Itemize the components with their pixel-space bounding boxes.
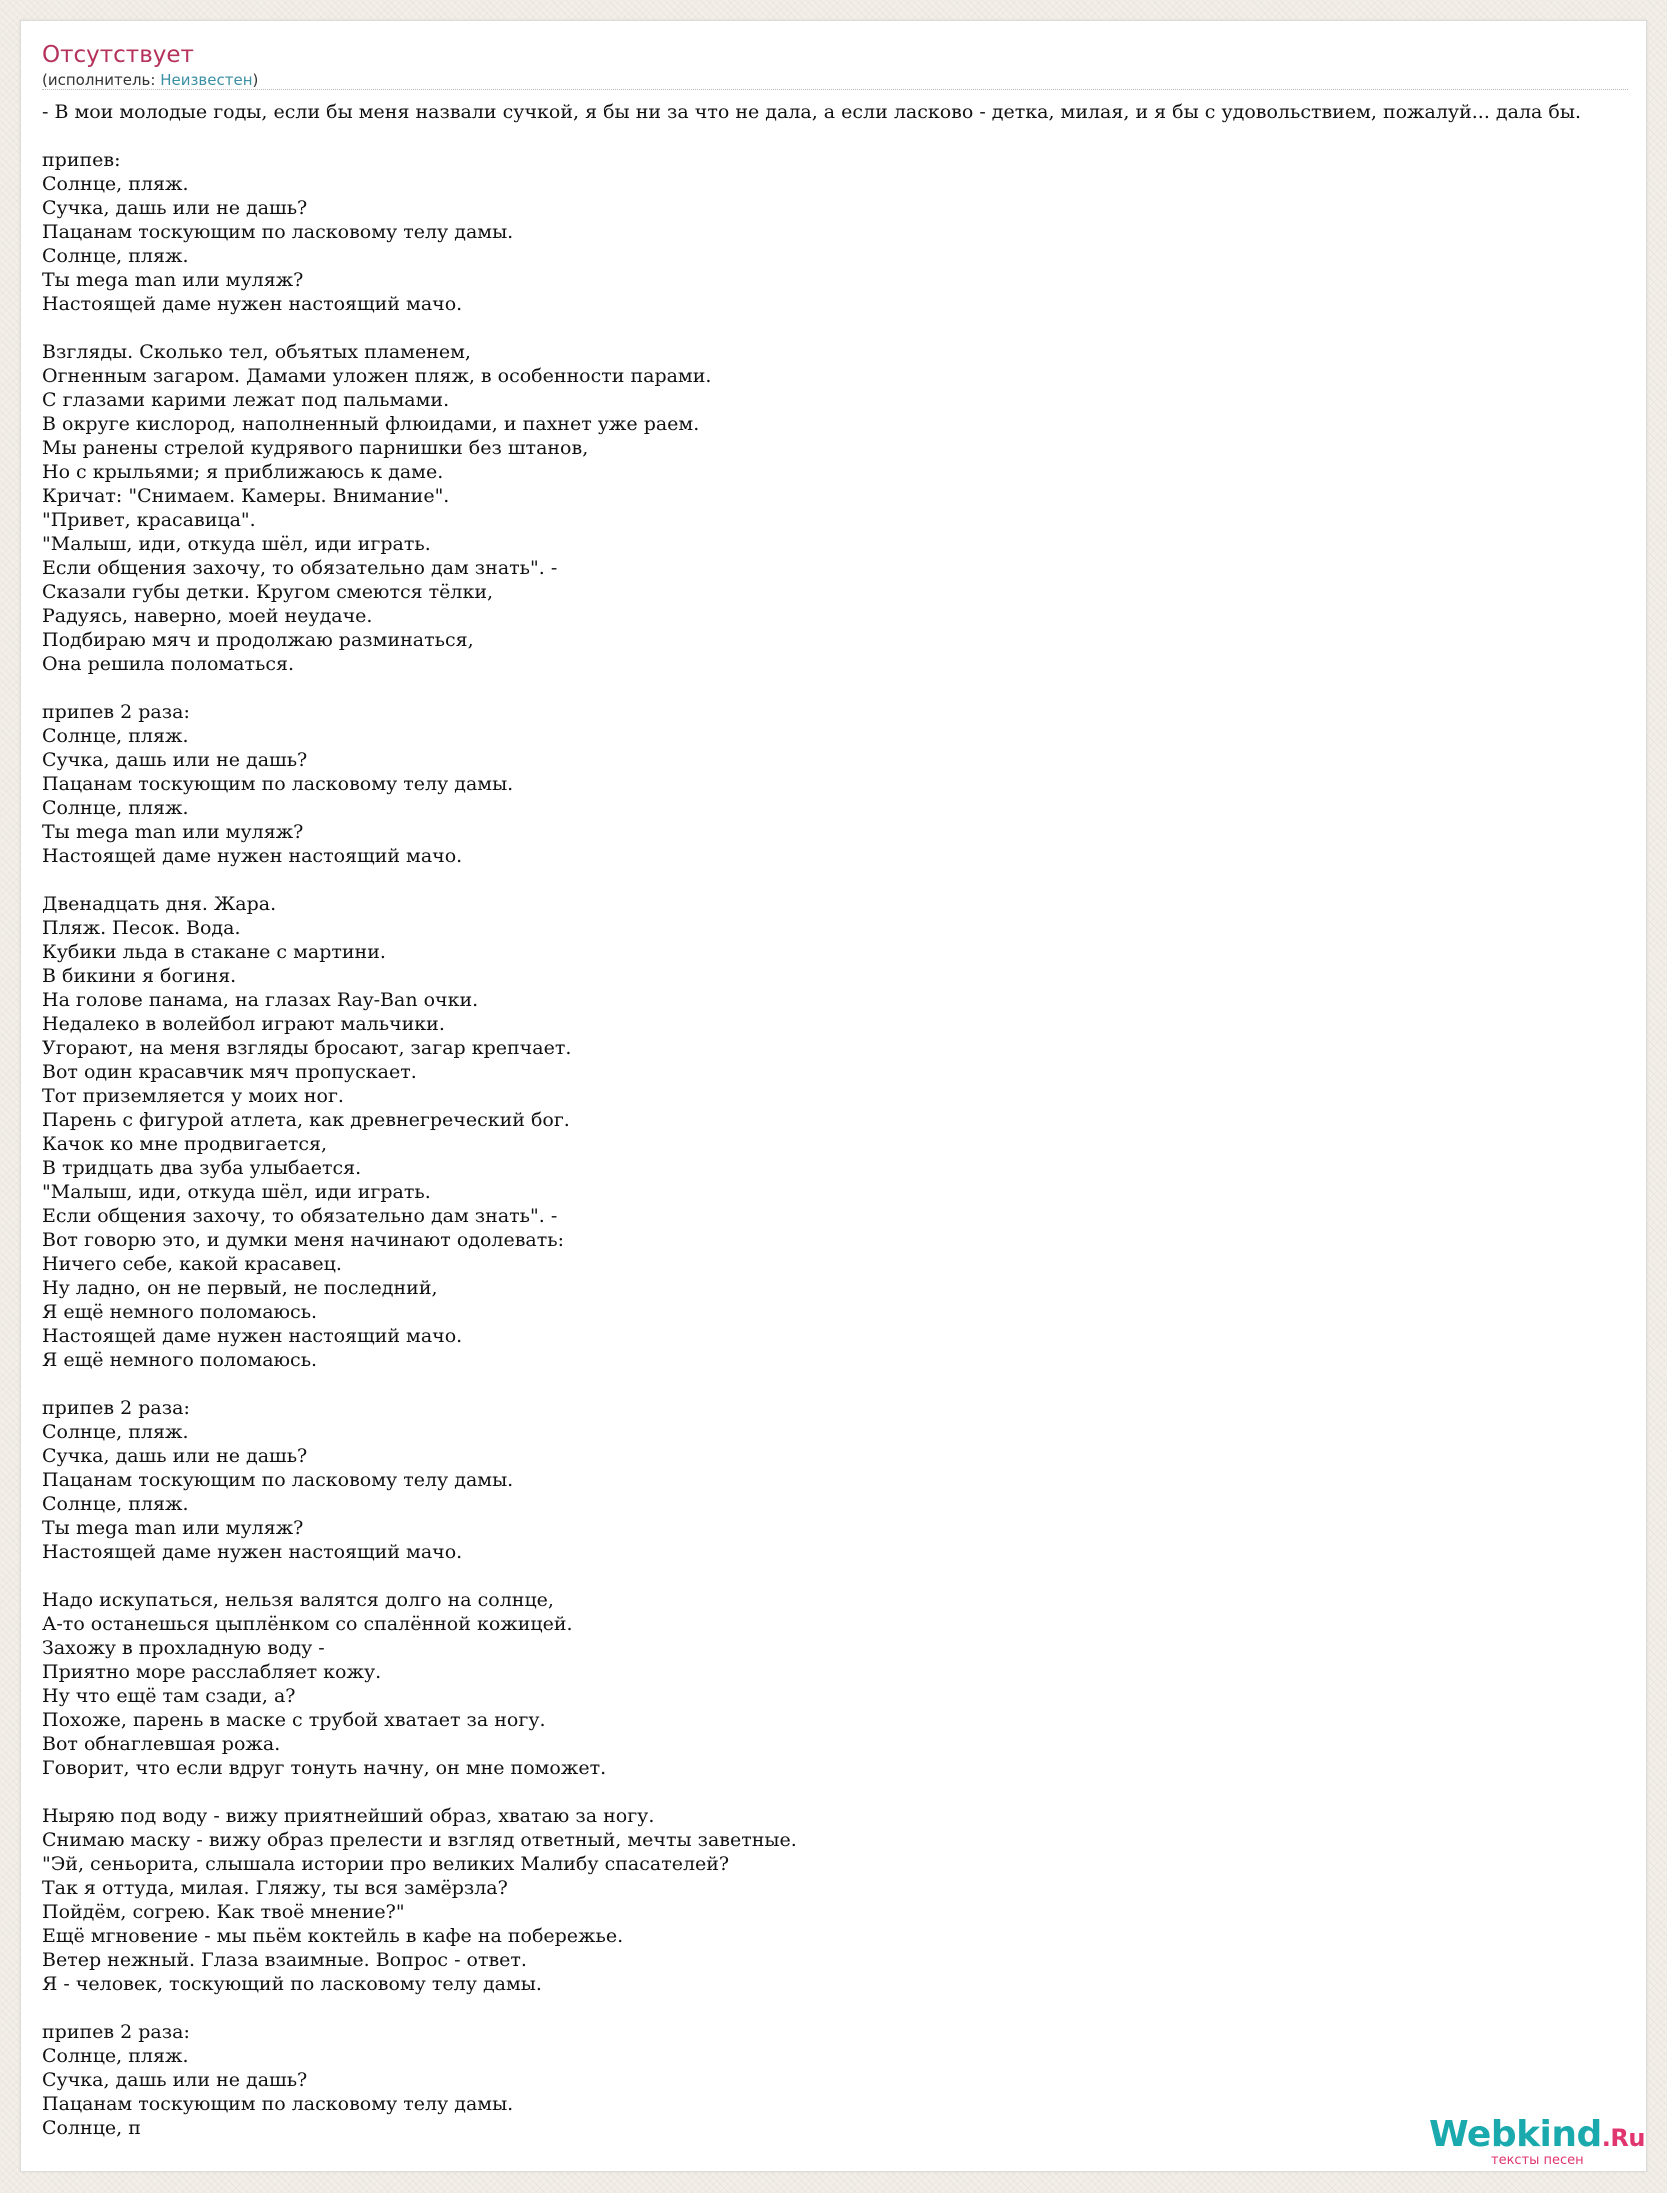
lyric-line: Парень с фигурой атлета, как древнегреческий бог. [42,1109,570,1131]
lyric-line: Угорают, на меня взгляды бросают, загар крепчает. [42,1037,572,1059]
lyric-line: Вот обнаглевшая рожа. [42,1733,281,1755]
lyric-line: Она решила поломаться. [42,653,295,675]
lyric-line: Сучка, дашь или не дашь? [42,2069,308,2091]
lyric-line: Я ещё немного поломаюсь. [42,1349,318,1371]
lyric-line: Ты mega man или муляж? [42,1517,304,1539]
lyric-line: Огненным загаром. Дамами уложен пляж, в особенности парами. [42,365,712,387]
lyric-line: Ты mega man или муляж? [42,821,304,843]
lyric-line: Ты mega man или муляж? [42,269,304,291]
lyric-line: На голове панама, на глазах Ray-Ban очки. [42,989,479,1011]
lyric-line: Но с крыльями; я приближаюсь к даме. [42,461,444,483]
lyric-line: Ну ладно, он не первый, не последний, [42,1277,438,1299]
lyric-line: Двенадцать дня. Жара. [42,893,277,915]
lyric-line: Если общения захочу, то обязательно дам знать". - [42,1205,558,1227]
lyric-line: Надо искупаться, нельзя валятся долго на солнце, [42,1589,554,1611]
lyric-line: Настоящей даме нужен настоящий мачо. [42,1325,463,1347]
lyric-line: Кубики льда в стакане с мартини. [42,941,386,963]
lyric-line: Захожу в прохладную воду - [42,1637,325,1659]
lyric-line: Солнце, пляж. [42,1493,189,1515]
lyric-line: В бикини я богиня. [42,965,237,987]
lyric-line: Мы ранены стрелой кудрявого парнишки без штанов, [42,437,589,459]
lyric-line: Пацанам тоскующим по ласковому телу дамы. [42,221,514,243]
lyric-line: Солнце, пляж. [42,725,189,747]
lyric-line: Недалеко в волейбол играют мальчики. [42,1013,445,1035]
site-logo[interactable] [1429,2113,1645,2173]
lyric-line: припев 2 раза: [42,2021,190,2043]
lyric-line: "Привет, красавица". [42,509,256,531]
lyric-line: припев 2 раза: [42,701,190,723]
lyric-line: Подбираю мяч и продолжаю разминаться, [42,629,474,651]
lyric-line: Солнце, пляж. [42,2045,189,2067]
lyric-line [42,868,1642,892]
lyrics-text [42,100,1642,2140]
lyric-line: Солнце, пляж. [42,797,189,819]
lyric-line: Приятно море расслабляет кожу. [42,1661,382,1683]
lyric-line: Ну что ещё там сзади, а? [42,1685,296,1707]
lyrics-card [20,20,1647,2172]
artist-suffix: ) [252,71,259,89]
lyric-line: Пацанам тоскующим по ласковому телу дамы. [42,2093,514,2115]
lyric-line: В округе кислород, наполненный флюидами, и пахнет уже раем. [42,413,700,435]
lyric-line: Взгляды. Сколько тел, объятых пламенем, [42,341,471,363]
lyric-line: Снимаю маску - вижу образ прелести и взгляд ответный, мечты заветные. [42,1829,797,1851]
lyric-line: Я ещё немного поломаюсь. [42,1301,318,1323]
lyric-line: А-то останешься цыплёнком со спалённой кожицей. [42,1613,573,1635]
lyric-line: Вот один красавчик мяч пропускает. [42,1061,417,1083]
logo-tld: .Ru [1601,2124,1645,2152]
lyric-line: Настоящей даме нужен настоящий мачо. [42,845,463,867]
lyric-line [42,676,1642,700]
lyric-line: Так я оттуда, милая. Гляжу, ты вся замёрзла? [42,1877,508,1899]
lyric-line [42,1996,1642,2020]
lyric-line: Говорит, что если вдруг тонуть начну, он мне поможет. [42,1757,607,1779]
lyric-line: "Малыш, иди, откуда шёл, иди играть. [42,1181,431,1203]
lyric-line: Вот говорю это, и думки меня начинают одолевать: [42,1229,565,1251]
lyric-line: Пляж. Песок. Вода. [42,917,241,939]
lyric-line: Качок ко мне продвигается, [42,1133,328,1155]
lyric-line: С глазами карими лежат под пальмами. [42,389,450,411]
lyric-line: - В мои молодые годы, если бы меня назвали сучкой, я бы ни за что не дала, а если ласково - детка, милая, и я бы с удовольствием, пожалуй... дала бы. [42,101,1581,123]
artist-link[interactable]: Неизвестен [160,71,253,89]
lyric-line: Я - человек, тоскующий по ласковому телу дамы. [42,1973,542,1995]
lyric-line: Солнце, пляж. [42,245,189,267]
lyric-line: Радуясь, наверно, моей неудаче. [42,605,373,627]
lyric-line: Сучка, дашь или не дашь? [42,749,308,771]
lyric-line: Пойдём, согрею. Как твоё мнение?" [42,1901,405,1923]
lyric-line: В тридцать два зуба улыбается. [42,1157,362,1179]
lyric-line: Настоящей даме нужен настоящий мачо. [42,293,463,315]
artist-prefix: (исполнитель: [42,71,161,89]
song-title: Отсутствует [42,42,194,68]
lyric-line: Ничего себе, какой красавец. [42,1253,342,1275]
logo-word: Webkind [1429,2114,1602,2155]
lyric-line: Ветер нежный. Глаза взаимные. Вопрос - ответ. [42,1949,527,1971]
lyric-line: Кричат: "Снимаем. Камеры. Внимание". [42,485,450,507]
lyric-line: припев: [42,149,121,171]
lyric-line: припев 2 раза: [42,1397,190,1419]
lyric-line [42,316,1642,340]
lyric-line: Тот приземляется у моих ног. [42,1085,344,1107]
lyric-line [42,124,1642,148]
logo-tagline: тексты песен [1491,2153,1584,2168]
lyric-line: Сучка, дашь или не дашь? [42,197,308,219]
lyric-line: Настоящей даме нужен настоящий мачо. [42,1541,463,1563]
lyric-line: Похоже, парень в маске с трубой хватает за ногу. [42,1709,546,1731]
lyric-line: Солнце, п [42,2117,141,2139]
lyric-line: Солнце, пляж. [42,1421,189,1443]
lyric-line: "Эй, сеньорита, слышала истории про великих Малибу спасателей? [42,1853,730,1875]
lyric-line: "Малыш, иди, откуда шёл, иди играть. [42,533,431,555]
lyric-line: Сказали губы детки. Кругом смеются тёлки, [42,581,494,603]
lyric-line [42,1372,1642,1396]
lyric-line: Ещё мгновение - мы пьём коктейль в кафе на побережье. [42,1925,624,1947]
lyric-line: Если общения захочу, то обязательно дам знать". - [42,557,558,579]
lyric-line: Солнце, пляж. [42,173,189,195]
artist-line [42,70,258,90]
lyric-line [42,1564,1642,1588]
lyric-line: Пацанам тоскующим по ласковому телу дамы. [42,773,514,795]
lyric-line: Сучка, дашь или не дашь? [42,1445,308,1467]
lyric-line: Пацанам тоскующим по ласковому телу дамы. [42,1469,514,1491]
lyric-line: Ныряю под воду - вижу приятнейший образ, хватаю за ногу. [42,1805,655,1827]
header-divider [42,89,1628,90]
lyric-line [42,1780,1642,1804]
